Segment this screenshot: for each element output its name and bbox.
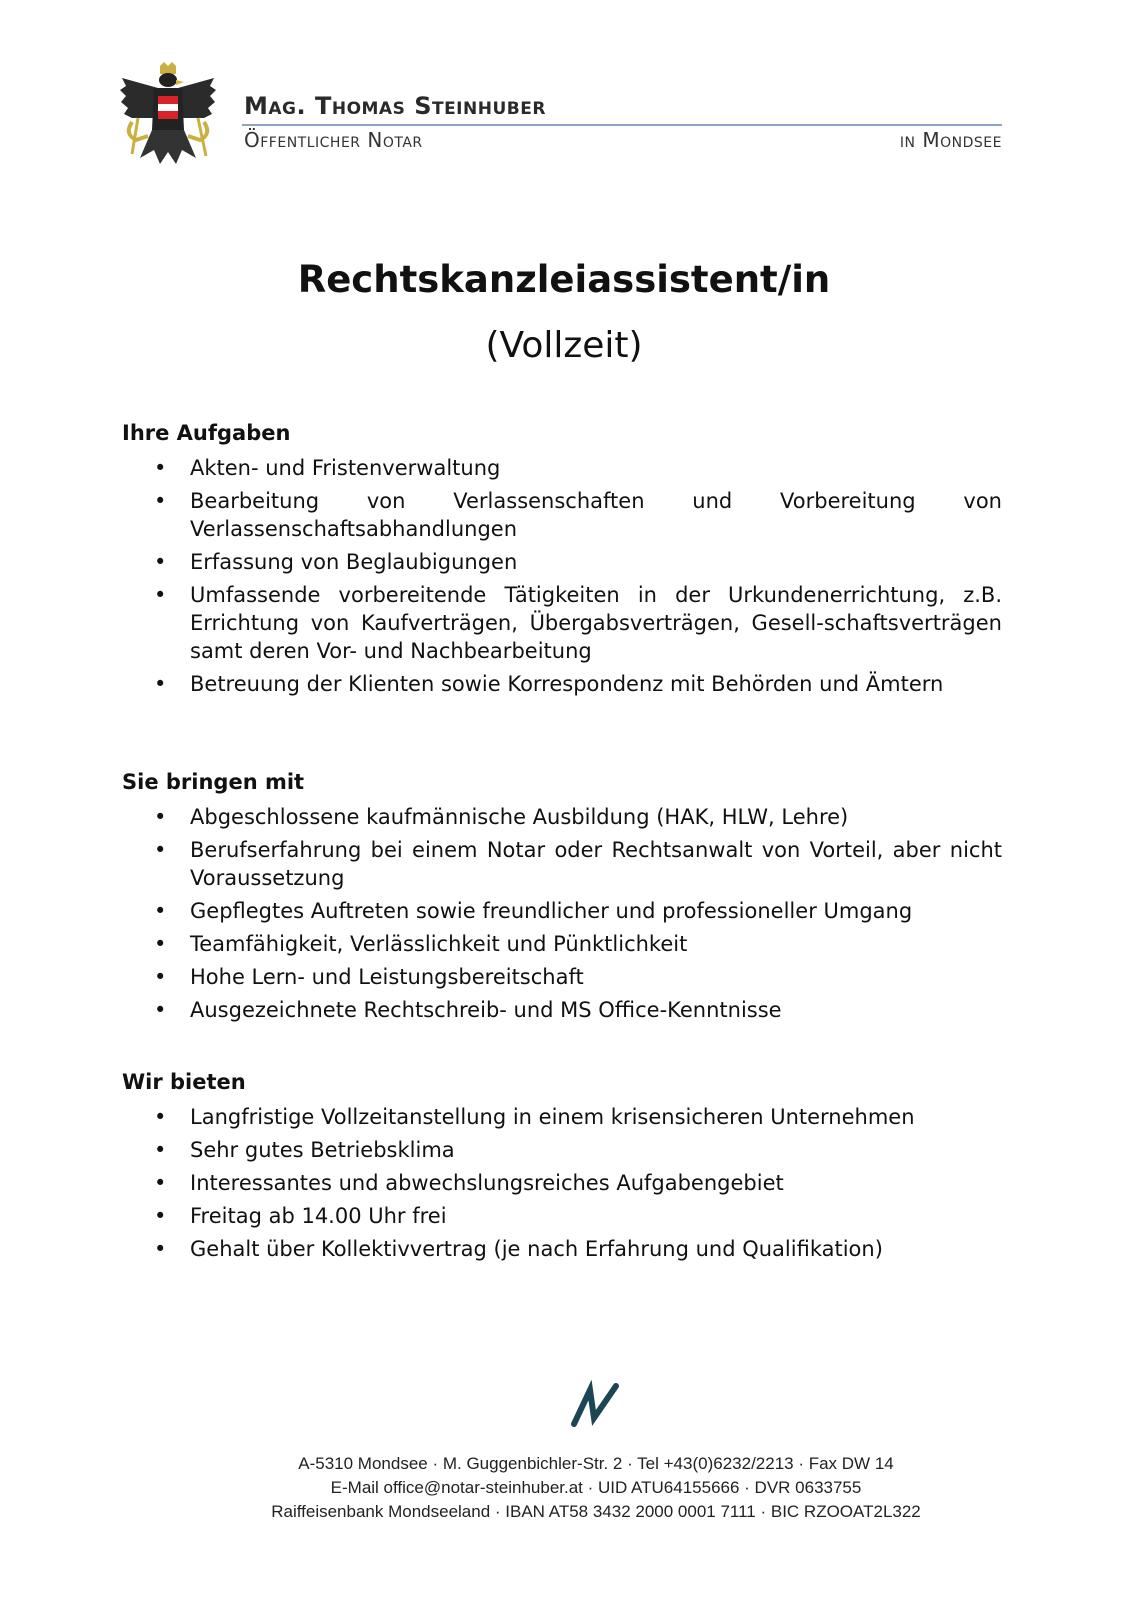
- list-item: [122, 1103, 1002, 1131]
- bullet-icon: •: [154, 583, 167, 607]
- list-item-text: Hohe Lern- und Leistungsbereitschaft: [190, 965, 584, 989]
- requirements-list: [122, 803, 1002, 1024]
- bullet-icon: •: [154, 998, 167, 1022]
- list-item-text: Teamfähigkeit, Verlässlichkeit und Pünktlichkeit: [190, 932, 688, 956]
- list-item: [122, 1202, 1002, 1230]
- list-item-text: Gehalt über Kollektivvertrag (je nach Erfahrung und Qualifikation): [190, 1237, 883, 1261]
- bullet-icon: •: [154, 965, 167, 989]
- bullet-icon: •: [154, 672, 167, 696]
- list-item-text: Freitag ab 14.00 Uhr frei: [190, 1204, 447, 1228]
- section-heading: Ihre Aufgaben: [122, 421, 291, 445]
- footer-contact: [0, 1452, 1128, 1524]
- section-offer: [122, 1069, 1002, 1268]
- list-item: [122, 1169, 1002, 1197]
- section-heading: Sie bringen mit: [122, 770, 305, 794]
- offer-list: [122, 1103, 1002, 1263]
- bullet-icon: •: [154, 1237, 167, 1261]
- bullet-icon: •: [154, 1171, 167, 1195]
- list-item-text: Sehr gutes Betriebsklima: [190, 1138, 455, 1162]
- job-subtitle: (Vollzeit): [485, 325, 643, 366]
- list-item: [122, 930, 1002, 958]
- list-item: [122, 996, 1002, 1024]
- list-item: [122, 1136, 1002, 1164]
- bullet-icon: •: [154, 805, 167, 829]
- bullet-icon: •: [154, 1138, 167, 1162]
- list-item-text: Gepflegtes Auftreten sowie freundlicher und professioneller Umgang: [190, 899, 913, 923]
- list-item-text: Ausgezeichnete Rechtschreib- und MS Office-Kenntnisse: [190, 998, 782, 1022]
- list-item-text: Akten- und Fristenverwaltung: [190, 456, 501, 480]
- section-requirements: [122, 769, 1002, 1029]
- list-item: [122, 836, 1002, 892]
- firm-title: Öffentlicher Notar: [244, 128, 423, 152]
- list-item: [122, 487, 1002, 543]
- list-item-text: Interessantes und abwechslungsreiches Aufgabengebiet: [190, 1171, 784, 1195]
- task-list: [122, 454, 1002, 698]
- list-item-text: Erfassung von Beglaubigungen: [190, 550, 518, 574]
- notary-n-logo-icon: [568, 1380, 628, 1430]
- bullet-icon: •: [154, 489, 167, 513]
- bullet-icon: •: [154, 550, 167, 574]
- job-title: Rechtskanzleiassistent/in: [297, 258, 831, 301]
- list-item-text: Abgeschlossene kaufmännische Ausbildung (HAK, HLW, Lehre): [190, 805, 849, 829]
- list-item-text: Langfristige Vollzeitanstellung in einem krisensicheren Unternehmen: [190, 1105, 915, 1129]
- footer-bank-line: Raiffeisenbank Mondseeland · IBAN AT58 3432 2000 0001 7111 · BIC RZOOAT2L322: [271, 1502, 921, 1521]
- list-item: [122, 803, 1002, 831]
- list-item-text: Bearbeitung von Verlassenschaften und Vorbereitung von Verlassenschaftsabhandlungen: [190, 489, 1002, 541]
- section-heading: Wir bieten: [122, 1070, 246, 1094]
- bullet-icon: •: [154, 1204, 167, 1228]
- bullet-icon: •: [154, 838, 167, 862]
- list-item: [122, 963, 1002, 991]
- list-item: [122, 548, 1002, 576]
- list-item: [122, 581, 1002, 665]
- list-item: [122, 1235, 1002, 1263]
- bullet-icon: •: [154, 456, 167, 480]
- list-item: [122, 454, 1002, 482]
- list-item: [122, 897, 1002, 925]
- footer-email-line: E-Mail office@notar-steinhuber.at · UID ATU64155666 · DVR 0633755: [330, 1478, 862, 1497]
- section-tasks: [122, 420, 1002, 703]
- list-item-text: Berufserfahrung bei einem Notar oder Rechtsanwalt von Vorteil, aber nicht Voraussetzung: [190, 838, 1002, 890]
- austrian-eagle-crest-icon: [118, 60, 218, 170]
- list-item-text: Betreuung der Klienten sowie Korrespondenz mit Behörden und Ämtern: [190, 672, 944, 696]
- footer-address-line: A-5310 Mondsee · M. Guggenbichler-Str. 2 · Tel +43(0)6232/2213 · Fax DW 14: [298, 1454, 894, 1473]
- bullet-icon: •: [154, 1105, 167, 1129]
- list-item: [122, 670, 1002, 698]
- firm-location: in Mondsee: [899, 128, 1002, 152]
- bullet-icon: •: [154, 899, 167, 923]
- header-divider: [242, 124, 1002, 126]
- list-item-text: Umfassende vorbereitende Tätigkeiten in der Urkundenerrichtung, z.B. Errichtung von Kaufverträgen, Übergabsverträgen, Gesell-schaftsverträgen samt deren Vor- und Nachbearbeitung: [190, 583, 1002, 663]
- bullet-icon: •: [154, 932, 167, 956]
- firm-name: Mag. Thomas Steinhuber: [244, 92, 546, 120]
